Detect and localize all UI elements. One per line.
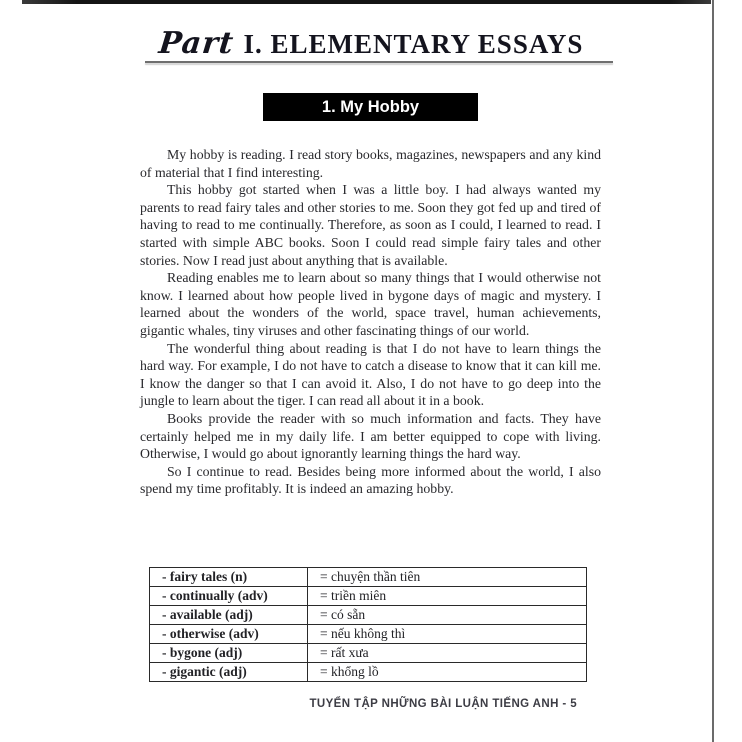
term-cell: - continually (adv) xyxy=(150,587,308,606)
essay-paragraph: Reading enables me to learn about so many things that I would otherwise not know. I learned about how people lived in bygone days of magic and mystery. I learned about the wonders of the world, space travel, human achievements, gigantic whales, tiny viruses and other fascinating things of our world. xyxy=(140,270,601,338)
essay-paragraph: This hobby got started when I was a little boy. I had always wanted my parents to read fairy tales and other stories to me. Soon they got fed up and tired of having to read to me continually. Therefore, as soon as I could, I learned to read. I started with simple ABC books. Soon I could read simple fairy tales and other stories. Now I read just about anything that is available. xyxy=(140,182,601,268)
essay-paragraph: Books provide the reader with so much information and facts. They have certainly helped me in my daily life. I am better equipped to cope with living. Otherwise, I would go about ignorantly learning things the hard way. xyxy=(140,410,601,462)
term-cell: - gigantic (adj) xyxy=(150,663,308,682)
page-top-edge-shadow xyxy=(22,0,711,4)
table-row xyxy=(150,644,587,663)
essay-title-banner xyxy=(263,93,478,121)
vocab-table xyxy=(149,567,587,682)
definition-cell: = rất xưa xyxy=(308,644,587,663)
term-cell: - fairy tales (n) xyxy=(150,568,308,587)
header-divider xyxy=(145,61,613,63)
table-row xyxy=(150,606,587,625)
table-row xyxy=(150,663,587,682)
essay-paragraph: The wonderful thing about reading is that I do not have to learn things the hard way. For example, I do not have to catch a disease to know that it can kill me. I know the danger so that I can avoid it. Also, I do not have to go deep into the jungle to learn about the tiger. I can read all about it in a book. xyxy=(140,340,601,409)
part-script-label: Part xyxy=(156,26,236,61)
term-cell: - bygone (adj) xyxy=(150,644,308,663)
essay-paragraph: So I continue to read. Besides being more informed about the world, I also spend my time profitably. It is indeed an amazing hobby. xyxy=(140,463,601,497)
table-row xyxy=(150,587,587,606)
definition-cell: = nếu không thì xyxy=(308,625,587,644)
table-row xyxy=(150,568,587,587)
essay-paragraph: My hobby is reading. I read story books, magazines, newspapers and any kind of material that I find interesting. xyxy=(140,147,601,180)
definition-cell: = chuyện thần tiên xyxy=(308,568,587,587)
page-right-edge-line xyxy=(712,0,714,742)
definition-cell: = triền miên xyxy=(308,587,587,606)
term-cell: - otherwise (adv) xyxy=(150,625,308,644)
definition-cell: = khổng lồ xyxy=(308,663,587,682)
footer-text: TUYỂN TẬP NHỮNG BÀI LUẬN TIẾNG ANH - 5 xyxy=(309,698,577,710)
essay-body xyxy=(140,146,601,498)
page-footer xyxy=(0,698,577,710)
part-title-label: I. ELEMENTARY ESSAYS xyxy=(243,29,584,59)
essay-title-label: 1. My Hobby xyxy=(321,98,420,116)
term-cell: - available (adj) xyxy=(150,606,308,625)
part-header xyxy=(0,26,742,61)
table-row xyxy=(150,625,587,644)
definition-cell: = có sẵn xyxy=(308,606,587,625)
